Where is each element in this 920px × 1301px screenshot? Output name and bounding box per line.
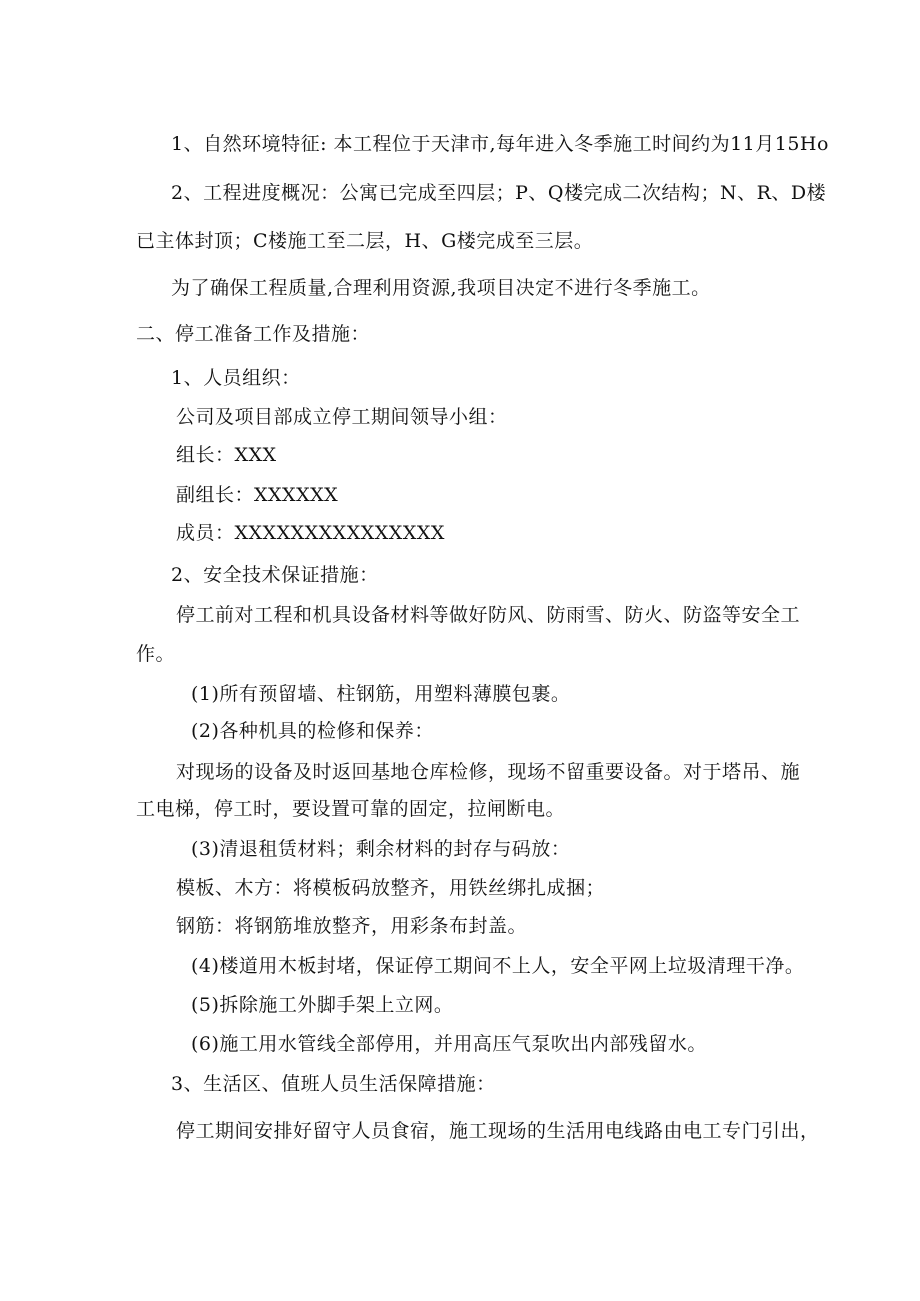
paragraph-living-arrangements: 停工期间安排好留守人员食宿，施工现场的生活用电线路由电工专门引出， [176, 1120, 820, 1142]
paragraph-rebar: 钢筋：将钢筋堆放整齐，用彩条布封盖。 [176, 915, 528, 937]
paragraph-safety-line-2: 作。 [136, 643, 176, 665]
item-3-rental-materials: (3)清退租赁材料；剩余材料的封存与码放： [191, 838, 571, 860]
item-5-remove-netting: (5)拆除施工外脚手架上立网。 [191, 994, 454, 1016]
subheading-personnel: 1、人员组织： [171, 367, 301, 389]
group-leader: 组长：XXX [176, 444, 277, 466]
paragraph-progress-line-2: 已主体封顶；C楼施工至二层，H、G楼完成至三层。 [136, 230, 594, 252]
paragraph-natural-environment: 1、自然环境特征: 本工程位于天津市,每年进入冬季施工时间约为11月15Ho [171, 133, 829, 155]
paragraph-formwork: 模板、木方：将模板码放整齐，用铁丝绑扎成捆； [176, 877, 606, 899]
paragraph-safety-line-1: 停工前对工程和机具设备材料等做好防风、防雨雪、防火、防盗等安全工 [176, 604, 801, 626]
item-2-machinery-maintenance: (2)各种机具的检修和保养： [191, 720, 434, 742]
paragraph-leadership-group: 公司及项目部成立停工期间领导小组： [176, 406, 508, 428]
subheading-safety-measures: 2、安全技术保证措施： [171, 564, 379, 586]
group-members: 成员：XXXXXXXXXXXXXXX [176, 522, 445, 544]
section-heading-preparation: 二、停工准备工作及措施： [136, 323, 371, 345]
deputy-group-leader: 副组长：XXXXXX [176, 484, 339, 506]
subheading-living-area: 3、生活区、值班人员生活保障措施： [171, 1073, 496, 1095]
item-4-stairway-sealing: (4)楼道用木板封堵，保证停工期间不上人，安全平网上垃圾清理干净。 [191, 955, 805, 977]
item-6-water-pipes: (6)施工用水管线全部停用，并用高压气泵吹出内部残留水。 [191, 1033, 707, 1055]
paragraph-decision: 为了确保工程质量,合理利用资源,我项目决定不进行冬季施工。 [171, 277, 711, 299]
item-1-rebar-wrap: (1)所有预留墙、柱钢筋，用塑料薄膜包裹。 [191, 683, 571, 705]
paragraph-equipment-line-2: 工电梯，停工时，要设置可靠的固定，拉闸断电。 [136, 798, 566, 820]
paragraph-progress-line-1: 2、工程进度概况：公寓已完成至四层；P、Q楼完成二次结构；N、R、D楼 [171, 182, 827, 204]
paragraph-equipment-line-1: 对现场的设备及时返回基地仓库检修，现场不留重要设备。对于塔吊、施 [176, 761, 801, 783]
